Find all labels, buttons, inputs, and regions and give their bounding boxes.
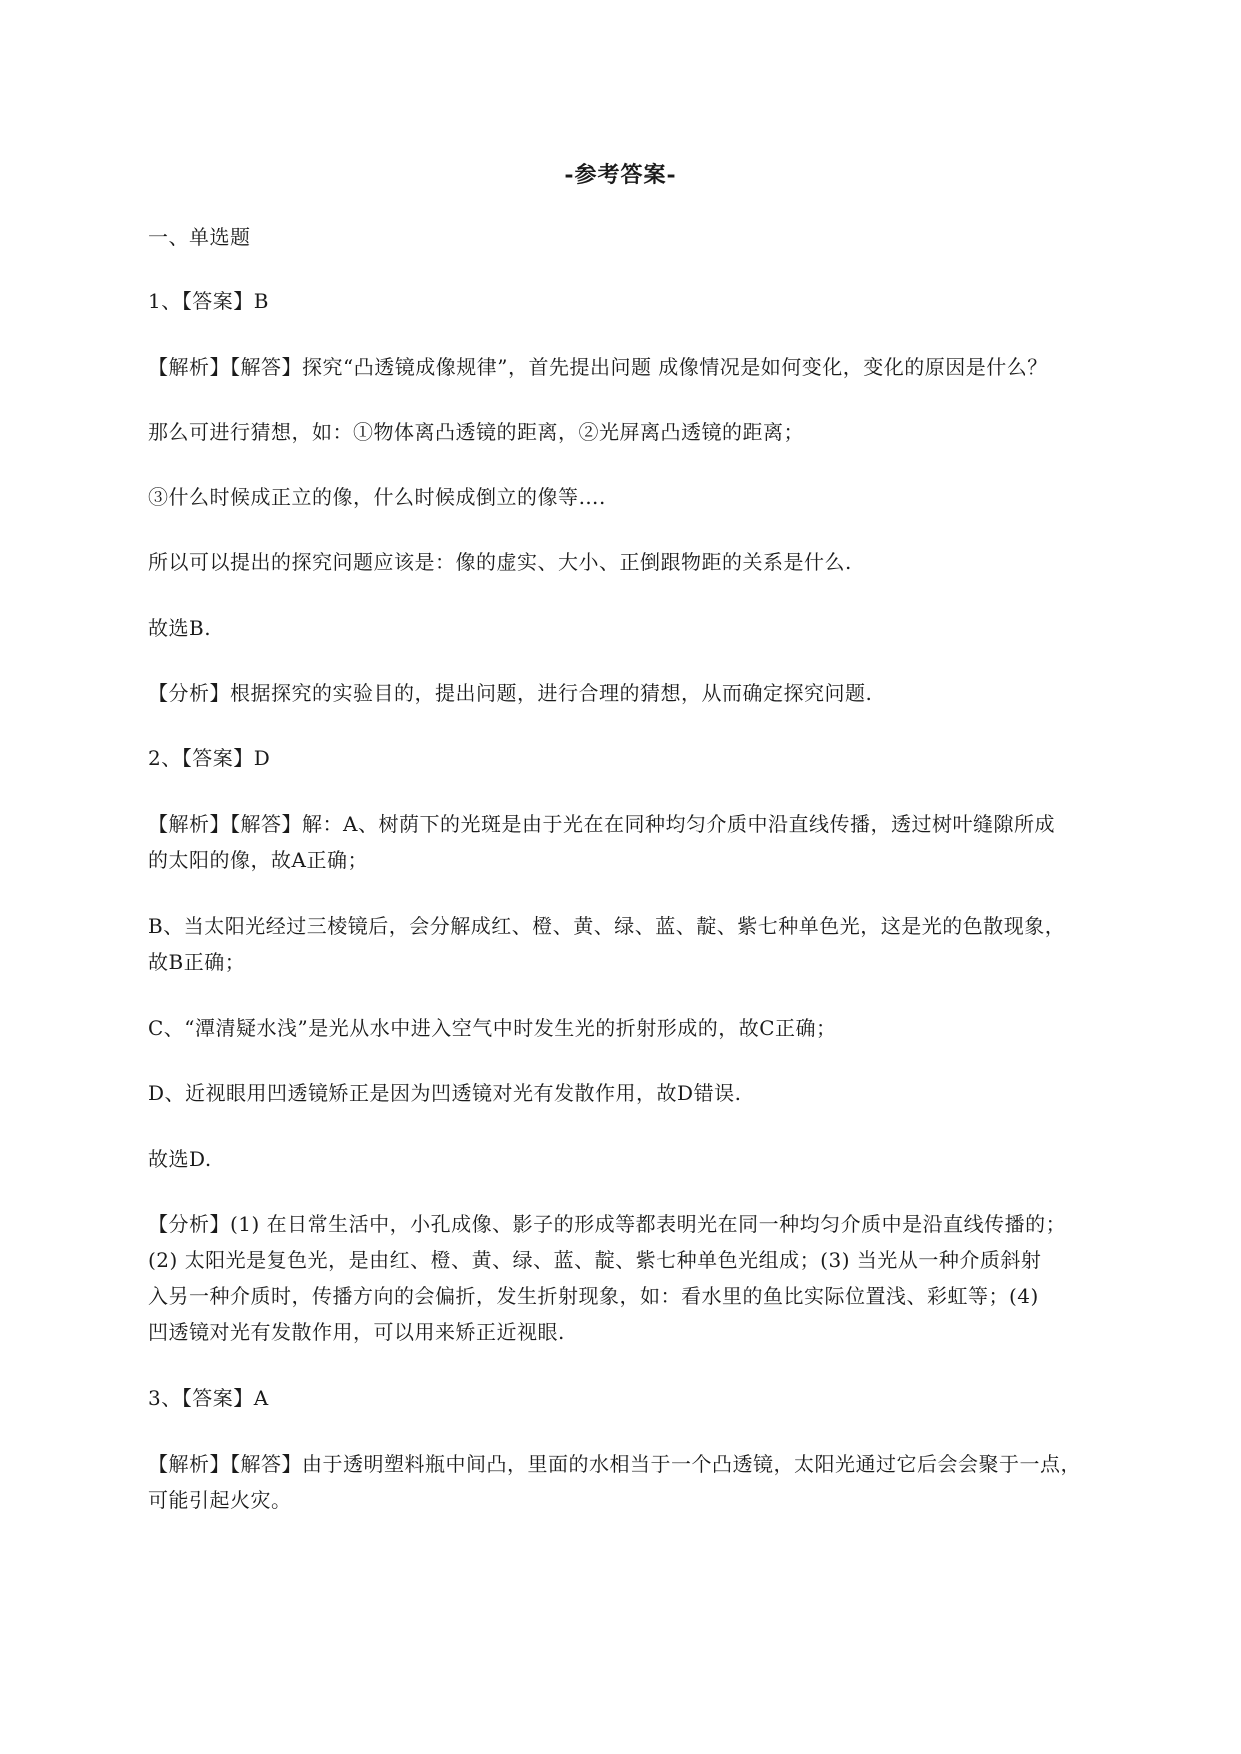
q2-conclusion: 故选D. bbox=[148, 1147, 212, 1171]
q2-analysis-a-line-1: 【解析】【解答】解：A、树荫下的光斑是由于光在在同种均匀介质中沿直线传播，透过树叶缝隙所成 bbox=[148, 812, 1055, 836]
q2-analysis-b-line-2: 故B正确； bbox=[148, 950, 246, 974]
q3-analysis-line-1: 【解析】【解答】由于透明塑料瓶中间凸，里面的水相当于一个凸透镜，太阳光通过它后会会聚于一点， bbox=[148, 1452, 1081, 1476]
q2-analysis-c: C、“潭清疑水浅”是光从水中进入空气中时发生光的折射形成的，故C正确； bbox=[148, 1016, 837, 1040]
q2-answer: 2、【答案】D bbox=[148, 746, 271, 770]
q3-analysis-line-2: 可能引起火灾。 bbox=[148, 1488, 292, 1512]
q1-conclusion: 故选B. bbox=[148, 616, 212, 640]
q3-answer: 3、【答案】A bbox=[148, 1386, 269, 1410]
page-title: -参考答案- bbox=[564, 162, 677, 188]
q2-analysis-d: D、近视眼用凹透镜矫正是因为凹透镜对光有发散作用，故D错误. bbox=[148, 1081, 742, 1105]
q1-analysis-line-4: 所以可以提出的探究问题应该是：像的虚实、大小、正倒跟物距的关系是什么. bbox=[148, 550, 852, 574]
section-heading: 一、单选题 bbox=[148, 225, 251, 249]
q2-comment-line-2: (2) 太阳光是复色光，是由红、橙、黄、绿、蓝、靛、紫七种单色光组成；(3) 当光从一种介质斜射 bbox=[148, 1248, 1042, 1272]
q2-comment-line-1: 【分析】(1) 在日常生活中，小孔成像、影子的形成等都表明光在同一种均匀介质中是沿直线传播的； bbox=[148, 1212, 1067, 1236]
q2-comment-line-3: 入另一种介质时，传播方向的会偏折，发生折射现象，如：看水里的鱼比实际位置浅、彩虹等；(4) bbox=[148, 1284, 1039, 1308]
q1-answer: 1、【答案】B bbox=[148, 289, 269, 313]
q2-comment-line-4: 凹透镜对光有发散作用，可以用来矫正近视眼. bbox=[148, 1320, 565, 1344]
q2-analysis-a-line-2: 的太阳的像，故A正确； bbox=[148, 848, 368, 872]
q1-analysis-line-3: ③什么时候成正立的像，什么时候成倒立的像等…. bbox=[148, 485, 606, 509]
q2-analysis-b-line-1: B、当太阳光经过三棱镜后，会分解成红、橙、黄、绿、蓝、靛、紫七种单色光，这是光的色散现象， bbox=[148, 914, 1066, 938]
q1-analysis-line-2: 那么可进行猜想，如：①物体离凸透镜的距离，②光屏离凸透镜的距离； bbox=[148, 420, 804, 444]
q1-comment: 【分析】根据探究的实验目的，提出问题，进行合理的猜想，从而确定探究问题. bbox=[148, 681, 873, 705]
q1-analysis-line-1: 【解析】【解答】探究“凸透镜成像规律”，首先提出问题 成像情况是如何变化，变化的原因是什么？ bbox=[148, 355, 1048, 379]
